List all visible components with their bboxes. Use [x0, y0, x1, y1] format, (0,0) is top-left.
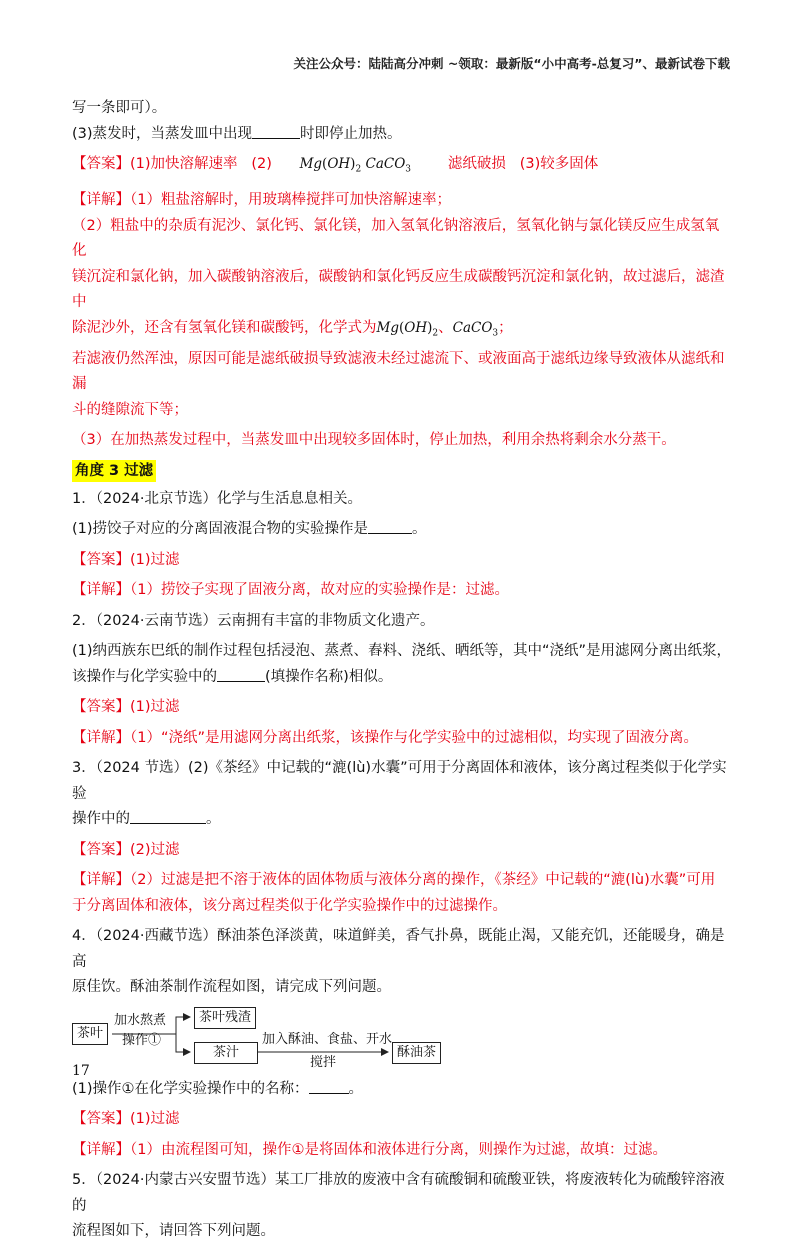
box-tea-leaves: 茶叶	[72, 1023, 108, 1045]
explanation-line: 除泥沙外，还含有氢氧化镁和碳酸钙，化学式为$Mg(OH)_2$、CaCO$_3$；	[72, 319, 513, 339]
question-line: 3．（2024 节选）(2)《茶经》中记载的“漉(lù)水囊”可用于分离固体和液体，该分离过程类似于化学实验	[72, 760, 727, 802]
explanation-line: 【详解】（1）粗盐溶解时，用玻璃棒搅拌可加快溶解速率；	[72, 192, 451, 209]
label-boil: 加水熬煮	[114, 1012, 167, 1028]
explanation-line: （3）在加热蒸发过程中，当蒸发皿中出现较多固体时，停止加热，利用余热将剩余水分蒸干。	[72, 432, 676, 449]
question-line: 2．（2024·云南节选）云南拥有丰富的非物质文化遗产。	[72, 612, 435, 629]
flowchart	[72, 1005, 732, 1071]
answer-line: 【答案】(2)过滤	[72, 841, 180, 858]
question-line: 1．（2024·北京节选）化学与生活息息相关。	[72, 490, 362, 507]
question-line: 流程图如下，请回答下列问题。	[72, 1223, 275, 1240]
answer-blank	[130, 809, 206, 824]
explanation-line: 若滤液仍然浑浊，原因可能是滤纸破损导致滤液未经过滤流下、或液面高于滤纸边缘导致液体从滤纸和漏	[72, 350, 725, 393]
arrow-to-juice	[176, 1034, 190, 1052]
answer-line: 【答案】(1)过滤	[72, 1111, 180, 1128]
explanation-line: 【详解】（2）过滤是把不溶于液体的固体物质与液体分离的操作，《茶经》中记载的“漉(lù)水囊”可用	[72, 872, 716, 889]
explanation-line: 镁沉淀和氯化钠，加入碳酸钠溶液后，碳酸钠和氯化钙反应生成碳酸钙沉淀和氯化钠，故过滤后，滤渣中	[72, 268, 725, 311]
section-heading: 角度 3 过滤	[72, 460, 156, 482]
answer-blank	[309, 1079, 349, 1094]
explanation-line: （2）粗盐中的杂质有泥沙、氯化钙、氯化镁，加入氢氧化钠溶液后，氢氧化钠与氯化镁反应生成氢氧化	[72, 217, 720, 260]
arrow-to-residue	[176, 1017, 190, 1034]
answer-line: 【答案】(1)过滤	[72, 551, 180, 568]
answer-blank	[217, 667, 265, 682]
question-line: 4．（2024·西藏节选）酥油茶色泽淡黄，味道鲜美，香气扑鼻，既能止渴，又能充饥，还能暖身，确是高	[72, 928, 725, 970]
question-line: 原佳饮。酥油茶制作流程如图，请完成下列问题。	[72, 979, 391, 996]
text-line: 写一条即可）。	[72, 100, 167, 116]
box-butter-tea: 酥油茶	[392, 1042, 441, 1064]
question-line: 操作中的 。	[72, 811, 221, 828]
box-tea-residue: 茶叶残渣	[194, 1007, 256, 1029]
label-operation-1: 操作①	[122, 1032, 162, 1048]
page-number: 17	[72, 1063, 90, 1079]
answer-blank	[252, 124, 300, 139]
explanation-line: 斗的缝隙流下等；	[72, 401, 188, 418]
answer-line: 【答案】(1)过滤	[72, 699, 180, 716]
question-line: (1)操作①在化学实验操作中的名称： 。	[72, 1080, 364, 1097]
page-header: 关注公众号：陆陆高分冲刺 ~领取：最新版“小中高考-总复习”、最新试卷下载	[293, 56, 730, 71]
label-add-ingredients: 加入酥油、食盐、开水	[262, 1031, 393, 1047]
question-line: 该操作与化学实验中的 (填操作名称)相似。	[72, 668, 393, 685]
explanation-line: 【详解】（1）“浇纸”是用滤网分离出纸浆，该操作与化学实验中的过滤相似，均实现了固液分离。	[72, 729, 698, 746]
question-line: (1)纳西族东巴纸的制作过程包括浸泡、蒸煮、舂料、浇纸、晒纸等，其中“浇纸”是用滤网分离出纸浆，	[72, 643, 732, 660]
box-tea-juice: 茶汁	[194, 1042, 258, 1064]
explanation-line: 于分离固体和液体，该分离过程类似于化学实验操作中的过滤操作。	[72, 897, 507, 914]
explanation-line: 【详解】（1）捞饺子实现了固液分离，故对应的实验操作是：过滤。	[72, 582, 509, 599]
explanation-line: 【详解】（1）由流程图可知，操作①是将固体和液体进行分离，则操作为过滤，故填：过滤。	[72, 1141, 667, 1158]
question-line: 5．（2024·内蒙古兴安盟节选）某工厂排放的废液中含有硫酸铜和硫酸亚铁，将废液转化为硫酸锌溶液的	[72, 1172, 725, 1214]
formula-caco3: CaCO$_3$	[452, 319, 499, 339]
question-line: (1)捞饺子对应的分离固液混合物的实验操作是 。	[72, 521, 427, 538]
label-stir: 搅拌	[310, 1054, 337, 1070]
answer-blank	[368, 519, 412, 534]
formula-mgoh2: $Mg(OH)_2$	[376, 319, 439, 339]
question-line: (3)蒸发时，当蒸发皿中出现 时即停止加热。	[72, 125, 402, 142]
formula-mgoh2-caco3: $Mg(OH)_2$ CaCO$_3$	[299, 156, 411, 175]
document-body	[72, 96, 732, 1245]
answer-line: 【答案】(1)加快溶解速率 (2) $Mg(OH)_2$ CaCO$_3$ 滤纸破损 (3)较多固体	[72, 156, 599, 175]
